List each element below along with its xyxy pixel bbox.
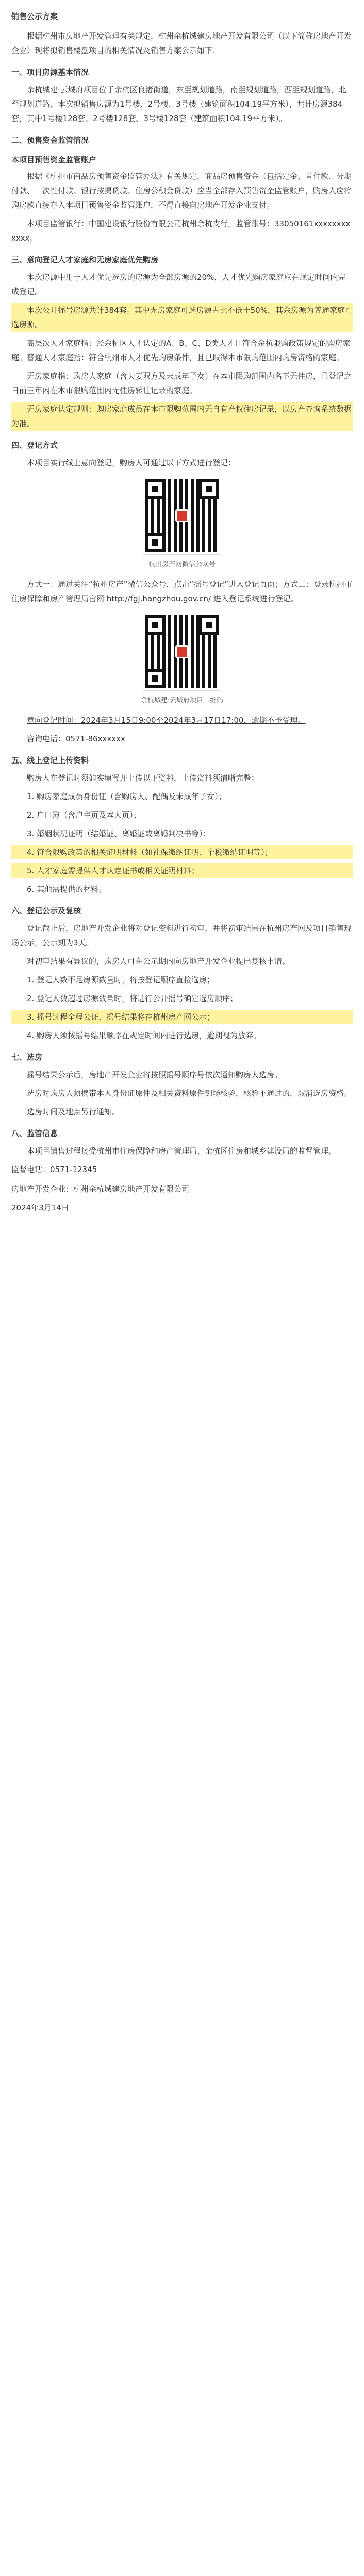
section-6-list (11, 973, 353, 1043)
footer (11, 1182, 353, 1215)
section-1-body: 余杭城建·云城府项目位于余杭区良渚街道，东至规划道路，南至规划道路，西至规划道路，北至规划道路。本次拟销售房源为1号楼、2号楼、3号楼（建筑面积104.19平方米），共计房源384套，其中1号楼128套、2号楼128套、3号楼128套（建筑面积104.19平方米）。 (11, 85, 346, 123)
list-item: 4. 符合限购政策的相关证明材料（如社保缴纳证明、个税缴纳证明等）； (11, 845, 353, 859)
qr-caption-2: 余杭城建·云城府项目二维码 (140, 697, 224, 704)
section-4-body-3: 意向登记时间：2024年3月15日9:00至2024年3月17日17:00，逾期不予受理。 (27, 716, 306, 725)
section-3-body-4: 无房家庭指：购房人家庭（含夫妻双方及未成年子女）在本市限购范围内名下无住房，且登记之日前三年内在本市限购范围内无住房转让记录的家庭。 (11, 371, 352, 395)
section-4-body-4: 咨询电话：0571-86xxxxxx (27, 734, 125, 743)
document (11, 9, 353, 1215)
section-5-body: 购房人在登记时须如实填写并上传以下资料，上传资料须清晰完整： (27, 773, 259, 783)
section-7-body-1: 摇号结果公示后，房地产开发企业将按照摇号顺序号依次通知购房人选房。 (27, 1070, 283, 1079)
list-item: 5. 人才家庭需提供人才认定证书或相关证明材料； (11, 863, 353, 878)
qr-caption-1: 杭州房产网微信公众号 (148, 561, 216, 568)
section-2-title: 二、预售资金监管情况 (11, 135, 89, 145)
section-3-title: 三、意向登记人才家庭和无房家庭优先购房 (11, 255, 159, 264)
section-6-body-2: 对初审结果有异议的，购房人可在公示期内向房地产开发企业提出复核申请。 (27, 957, 290, 966)
section-7-title: 七、选房 (11, 1053, 43, 1062)
qr-block-2 (11, 613, 353, 708)
list-item: 1. 登记人数不足房源数量时，将按登记顺序直接选房； (27, 975, 215, 985)
section-2-body-1: 根据《杭州市商品房预售资金监管办法》有关规定，商品房预售资金（包括定金、首付款、分期付款、一次性付款、银行按揭贷款、住房公积金贷款）应当全部存入预售资金监管账户，购房人应将购房款直接存入本项目预售资金监管账户，不得直接向房地产开发企业支付。 (11, 172, 352, 210)
section-3-body-1: 本次房源中用于人才优先选房的房源为全部房源的20%，人才优先购房家庭应在规定时间内完成登记。 (11, 273, 346, 296)
list-item: 3. 摇号过程全程公证，摇号结果将在杭州房产网公示； (11, 1010, 353, 1024)
list-item: 2. 登记人数超过房源数量时，将进行公开摇号确定选房顺序； (27, 994, 238, 1003)
section-7-body-3: 选房时间及地点另行通知。 (27, 1107, 120, 1116)
qr-block-1 (11, 477, 353, 572)
publish-date: 2024年3月14日 (11, 1203, 69, 1212)
section-4-title: 四、登记方式 (11, 440, 58, 450)
section-2-subtitle: 本项目预售资金监管账户 (11, 155, 97, 164)
list-item: 4. 购房人须按摇号结果顺序在规定时间内进行选房，逾期视为放弃。 (27, 1031, 261, 1040)
intro-paragraph: 根据杭州市房地产开发管理有关规定，杭州余杭城建房地产开发有限公司（以下简称房地产开发企业）现将拟销售楼盘项目的相关情况及销售方案公示如下： (11, 31, 352, 55)
section-4-body-2: 方式一：通过关注“杭州房产”微信公众号，点击“摇号登记”进入登记页面；方式二：登录杭州市住房保障和房产管理局官网 http://fgj.hangzhou.gov.cn/ 进入登记系统进行登记。 (11, 580, 353, 603)
section-3-body-5: 无房家庭认定规则：购房家庭成员在本市限购范围内无自有产权住房记录，以房产查询系统数据为准。 (11, 402, 353, 431)
section-7-body-2: 选房时购房人须携带本人身份证原件及相关资料原件到场核验，核验不通过的，取消选房资格。 (27, 1089, 352, 1098)
section-8-title: 八、监管信息 (11, 1129, 58, 1138)
list-item: 1. 购房家庭成员身份证（含购房人、配偶及未成年子女）； (27, 792, 226, 801)
list-item: 2. 户口簿（含户主页及本人页）； (27, 810, 141, 820)
qr-code-icon (143, 477, 221, 554)
page-title: 销售公示方案 (11, 12, 58, 21)
section-5-list (11, 789, 353, 896)
section-3-body-2: 本次公开摇号房源共计384套。其中无房家庭可选房源占比不低于50%，其余房源为普通家庭可选房源。 (11, 303, 353, 332)
company-name: 房地产开发企业：杭州余杭城建房地产开发有限公司 (11, 1184, 190, 1194)
section-2-body-2: 本项目监管银行：中国建设银行股份有限公司杭州余杭支行，监管账号：33050161xxxxxxxxxxxx。 (11, 219, 351, 243)
section-3-body-3: 高层次人才家庭指：经余杭区人才认定的A、B、C、D类人才且符合余杭限购政策规定的购房家庭。普通人才家庭指：符合杭州市人才优先购房条件，且已取得本市限购范围内购房资格的家庭。 (11, 338, 351, 362)
list-item: 3. 婚姻状况证明（结婚证、离婚证或离婚判决书等）； (27, 829, 211, 838)
section-6-body-1: 登记截止后，房地产开发企业将对登记资料进行初审，并将初审结果在杭州房产网及项目销售现场公示，公示期为3天。 (11, 924, 352, 947)
section-1-title: 一、项目房源基本情况 (11, 67, 89, 77)
list-item: 6. 其他需提供的材料。 (27, 885, 107, 894)
section-5-title: 五、线上登记上传资料 (11, 756, 89, 765)
section-4-body-1: 本项目实行线上意向登记，购房人可通过以下方式进行登记： (27, 458, 236, 467)
section-8-body-1: 本项目销售过程接受杭州市住房保障和房产管理局、余杭区住房和城乡建设局的监督管理。 (27, 1146, 337, 1156)
section-6-title: 六、登记公示及复核 (11, 906, 81, 916)
qr-code-icon (143, 613, 221, 690)
section-8-body-2: 监督电话：0571-12345 (11, 1165, 97, 1174)
